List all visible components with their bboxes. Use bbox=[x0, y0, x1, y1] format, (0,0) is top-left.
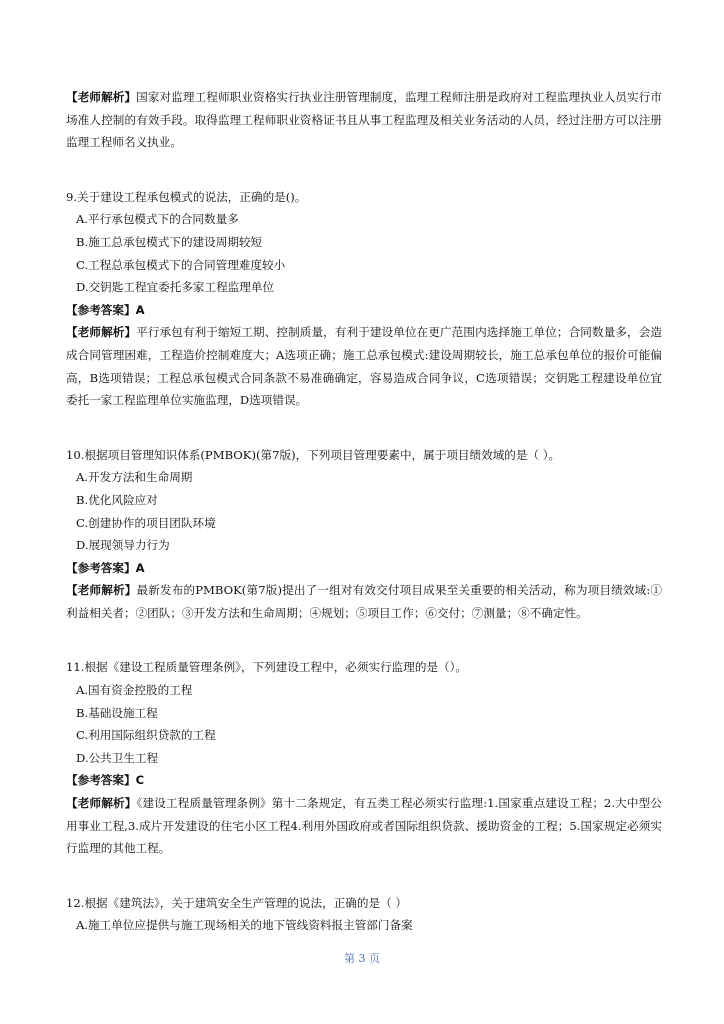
analysis-text: 《建设工程质量管理条例》第十二条规定，有五类工程必须实行监理:1.国家重点建设工程；2.大中型公用事业工程,3.成片开发建设的住宅小区工程4.利用外国政府或者国际组织贷款、援助资金的工程；5.国家规定必须实行监理的其他工程。 bbox=[66, 796, 662, 856]
document-page bbox=[66, 86, 662, 937]
reference-answer bbox=[66, 299, 662, 322]
analysis-label: 【老师解析】 bbox=[66, 583, 137, 598]
reference-answer bbox=[66, 557, 662, 580]
question-10 bbox=[66, 444, 662, 625]
option-d: D.交钥匙工程宜委托多家工程监理单位 bbox=[76, 280, 275, 295]
analysis-label: 【老师解析】 bbox=[66, 325, 137, 340]
question-stem: 11.根据《建设工程质量管理条例》，下列建设工程中，必须实行监理的是（）。 bbox=[66, 660, 468, 675]
analysis-label: 【老师解析】 bbox=[66, 796, 137, 811]
option-a: A.施工单位应提供与施工现场相关的地下管线资料报主管部门备案 bbox=[76, 918, 413, 933]
analysis-text: 最新发布的PMBOK(第7版)提出了一组对有效交付项目成果至关重要的相关活动，称为项目绩效域:①利益相关者；②团队；③开发方法和生命周期；④规划；⑤项目工作；⑥交付；⑦测量；⑧不确定性。 bbox=[66, 583, 662, 620]
question-stem: 9.关于建设工程承包模式的说法，正确的是()。 bbox=[66, 189, 307, 204]
answer-value: A bbox=[135, 560, 145, 575]
teacher-analysis bbox=[66, 579, 662, 624]
question-9 bbox=[66, 186, 662, 412]
answer-value: A bbox=[135, 302, 145, 317]
answer-value: C bbox=[135, 773, 145, 788]
option-d: D.公共卫生工程 bbox=[76, 750, 159, 765]
analysis-label: 【老师解析】 bbox=[66, 90, 137, 104]
question-11 bbox=[66, 656, 662, 859]
analysis-text: 平行承包有利于缩短工期、控制质量，有利于建设单位在更广范围内选择施工单位；合同数量多，会造成合同管理困难，工程造价控制难度大；A选项正确；施工总承包模式:建设周期较长，施工总承包单位的报价可能偏高，B选项错误；工程总承包模式合同条款不易准确确定，容易造成合同争议，C选项错误；交钥匙工程建设单位宜委托一家工程监理单位实施监理，D选项错误。 bbox=[66, 325, 662, 408]
teacher-analysis bbox=[66, 792, 662, 860]
question-stem: 12.根据《建筑法》，关于建筑安全生产管理的说法，正确的是（ ） bbox=[66, 895, 407, 910]
option-d: D.展现领导力行为 bbox=[76, 538, 170, 553]
option-b: B.优化风险应对 bbox=[76, 492, 158, 507]
option-b: B.基础设施工程 bbox=[76, 705, 158, 720]
option-a: A.平行承包模式下的合同数量多 bbox=[76, 212, 239, 227]
option-a: A.国有资金控股的工程 bbox=[76, 683, 193, 698]
option-c: C.利用国际组织贷款的工程 bbox=[76, 728, 216, 743]
option-b: B.施工总承包模式下的建设周期较短 bbox=[76, 234, 263, 249]
option-c: C.创建协作的项目团队环境 bbox=[76, 515, 216, 530]
intro-analysis bbox=[66, 86, 662, 154]
question-12 bbox=[66, 892, 662, 937]
reference-answer bbox=[66, 769, 662, 792]
option-a: A.开发方法和生命周期 bbox=[76, 470, 193, 485]
answer-label: 【参考答案】 bbox=[66, 773, 136, 788]
page-number: 第 3 页 bbox=[344, 952, 380, 965]
teacher-analysis bbox=[66, 321, 662, 411]
analysis-text: 国家对监理工程师职业资格实行执业注册管理制度，监理工程师注册是政府对工程监理执业人员实行市场准人控制的有效手段。取得监理工程师职业资格证书且从事工程监理及相关业务活动的人员，经过注册方可以注册监理工程师名义执业。 bbox=[66, 90, 662, 150]
question-stem: 10.根据项目管理知识体系(PMBOK)(第7版)，下列项目管理要素中，属于项目绩效域的是（ ）。 bbox=[66, 447, 561, 462]
option-c: C.工程总承包模式下的合同管理难度较小 bbox=[76, 257, 286, 272]
answer-label: 【参考答案】 bbox=[66, 302, 136, 317]
answer-label: 【参考答案】 bbox=[66, 560, 136, 575]
